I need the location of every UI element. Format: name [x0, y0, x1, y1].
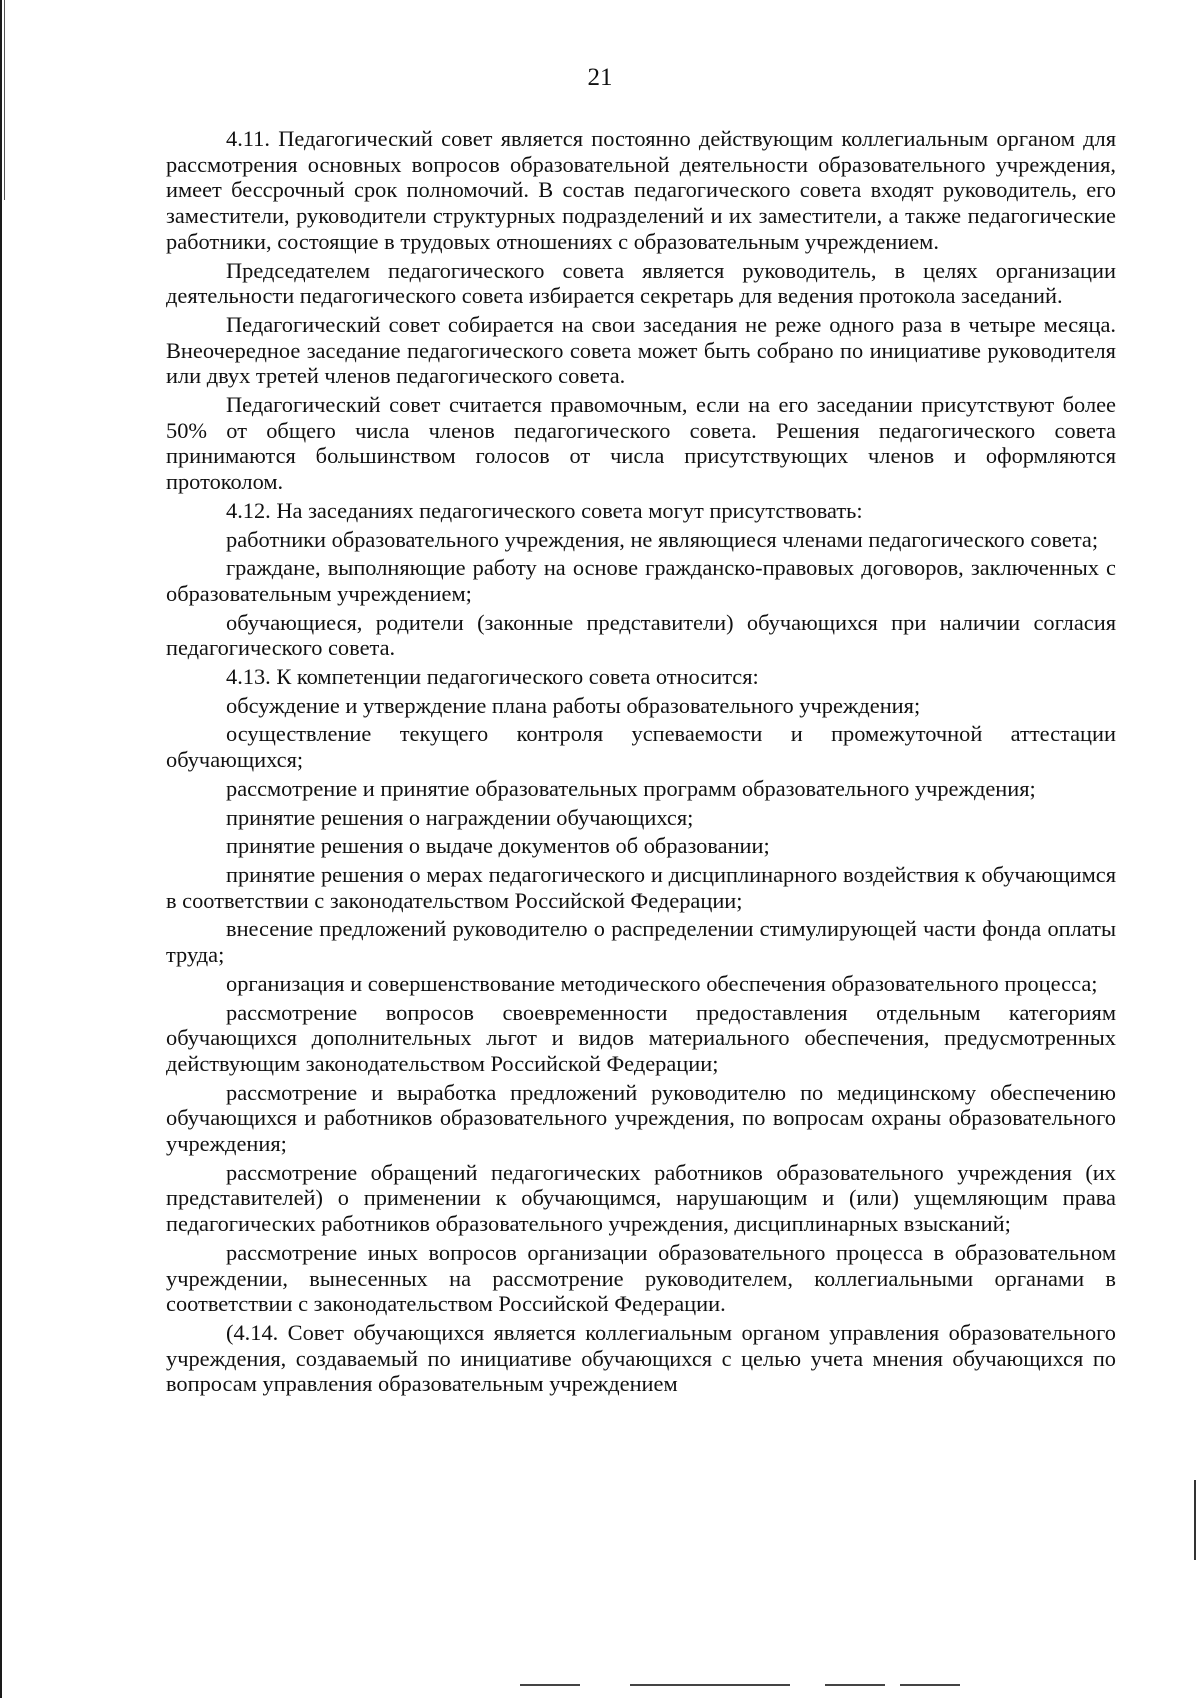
scan-edge — [1194, 1480, 1196, 1560]
paragraph: Педагогический совет считается правомочным, если на его заседании присутствуют более 50% от общего числа членов педагогического совета. Решения педагогического совета принимаются большинством голосов от числа присутствующих членов и оформляются протоколом. — [166, 392, 1116, 495]
paragraph: рассмотрение иных вопросов организации образовательного процесса в образовательном учреждении, вынесенных на рассмотрение руководителем, коллегиальными органами в соответствии с законодательством Российской Федерации. — [166, 1239, 1116, 1317]
paragraph: рассмотрение обращений педагогических работников образовательного учреждения (их представителей) о применении к обучающимся, нарушающим и (или) ущемляющим права педагогических работников образовательного учреждения, дисциплинарных взысканий; — [166, 1159, 1116, 1237]
paragraph: Председателем педагогического совета является руководитель, в целях организации деятельности педагогического совета избирается секретарь для ведения протокола заседаний. — [166, 257, 1116, 309]
document-body — [166, 126, 1116, 1400]
paragraph: внесение предложений руководителю о распределении стимулирующей части фонда оплаты труда; — [166, 916, 1116, 968]
paragraph: принятие решения о мерах педагогического и дисциплинарного воздействия к обучающимся в соответствии с законодательством Российской Федерации; — [166, 861, 1116, 913]
paragraph: организация и совершенствование методического обеспечения образовательного процесса; — [226, 970, 1098, 996]
paragraph: 4.11. Педагогический совет является постоянно действующим коллегиальным органом для рассмотрения основных вопросов образовательной деятельности образовательного учреждения, имеет бессрочный срок полномочий. В состав педагогического совета входят руководитель, его заместители, руководители структурных подразделений и их заместители, а также педагогические работники, состоящие в трудовых отношениях с образовательным учреждением. — [166, 126, 1116, 254]
scan-edge — [0, 0, 2, 1698]
paragraph: обучающиеся, родители (законные представители) обучающихся при наличии согласия педагогического совета. — [166, 609, 1116, 661]
paragraph: Педагогический совет собирается на свои заседания не реже одного раза в четыре месяца. Внеочередное заседание педагогического совета может быть собрано по инициативе руководителя или двух третей членов педагогического совета. — [166, 311, 1116, 389]
scan-edge — [4, 0, 5, 200]
paragraph: 4.12. На заседаниях педагогического совета могут присутствовать: — [226, 497, 863, 523]
paragraph: обсуждение и утверждение плана работы образовательного учреждения; — [226, 692, 921, 718]
paragraph: (4.14. Совет обучающихся является коллегиальным органом управления образовательного учреждения, создаваемый по инициативе обучающихся с целью учета мнения обучающихся по вопросам управления образовательным учреждением — [166, 1319, 1116, 1397]
paragraph: принятие решения о награждении обучающихся; — [226, 804, 694, 830]
paragraph: рассмотрение и принятие образовательных программ образовательного учреждения; — [226, 775, 1036, 801]
paragraph: рассмотрение и выработка предложений руководителю по медицинскому обеспечению обучающихся и работников образовательного учреждения, по вопросам охраны образовательного учреждения; — [166, 1079, 1116, 1157]
paragraph: работники образовательного учреждения, не являющиеся членами педагогического совета; — [226, 526, 1099, 552]
paragraph: 4.13. К компетенции педагогического совета относится: — [226, 664, 759, 690]
scan-bottom-marks — [520, 1684, 960, 1687]
paragraph: рассмотрение вопросов своевременности предоставления отдельным категориям обучающихся дополнительных льгот и видов материального обеспечения, предусмотренных действующим законодательством Российской Федерации; — [166, 999, 1116, 1076]
paragraph: принятие решения о выдаче документов об образовании; — [226, 833, 770, 859]
page-number: 21 — [587, 64, 613, 91]
paragraph: граждане, выполняющие работу на основе гражданско-правовых договоров, заключенных с образовательным учреждением; — [166, 555, 1116, 606]
paragraph: осуществление текущего контроля успеваемости и промежуточной аттестации обучающихся; — [166, 721, 1116, 773]
